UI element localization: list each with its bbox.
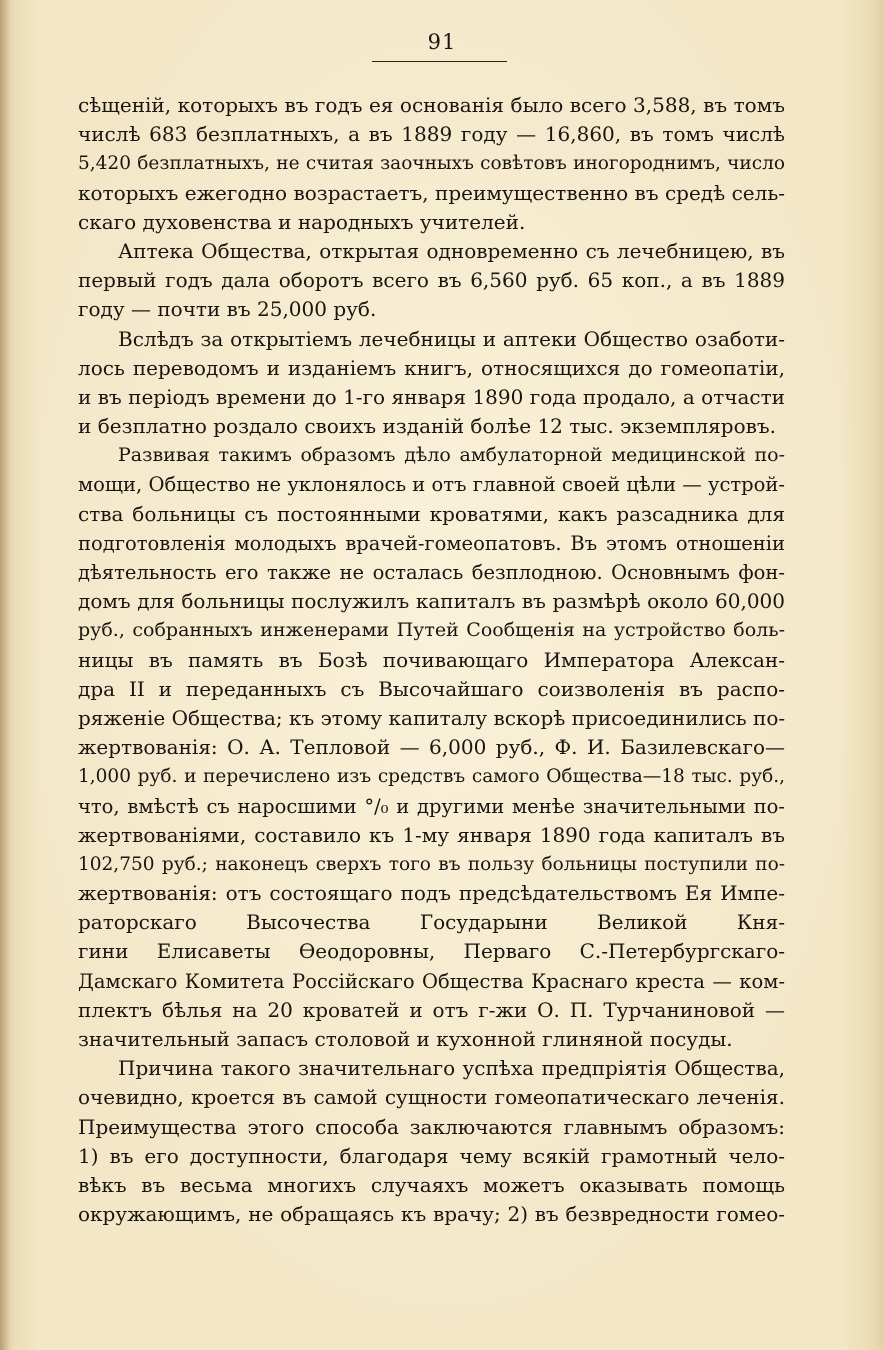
text-line: руб., собранныхъ инженерами Путей Сообщенія на устройство боль- [78,619,785,642]
text-line: Вслѣдъ за открытіемъ лечебницы и аптеки Общество озаботи- [118,326,785,351]
binding-shadow [0,0,10,1350]
text-line: плектъ бѣлья на 20 кроватей и отъ г-жи О. П. Турчаниновой — [78,997,785,1022]
text-line: лось переводомъ и изданіемъ книгъ, относящихся до гомеопатіи, [78,355,785,380]
text-line: Развивая такимъ образомъ дѣло амбулаторной медицинской по- [118,444,785,467]
text-line: жертвованіями, составило къ 1-му января 1890 года капиталъ въ [78,822,785,847]
text-line: сѣщеній, которыхъ въ годъ ея основанія было всего 3,588, въ томъ [78,93,785,117]
text-line: ряженіе Общества; къ этому капиталу вскорѣ присоединились по- [78,705,785,730]
text-line: Причина такого значительнаго успѣха предпріятія Общества, [118,1056,785,1081]
text-line: 1) въ его доступности, благодаря чему всякій грамотный чело- [78,1143,785,1168]
text-line: скаго духовенства и народныхъ учителей. [78,209,526,234]
text-line: и въ періодъ времени до 1-го января 1890 года продало, а отчасти [78,384,785,409]
header-rule [372,61,507,62]
text-line: раторскаго Высочества Государыни Великой Кня- [78,910,785,935]
text-line: что, вмѣстѣ съ наросшими °/₀ и другими менѣе значительными по- [78,794,785,818]
text-line: 102,750 руб.; наконецъ сверхъ того въ пользу больницы поступили по- [78,853,785,875]
text-line: жертвованія: О. А. Тепловой — 6,000 руб., Ф. И. Базилевскаго— [78,735,785,760]
page-number: 91 [427,30,457,54]
text-line: окружающимъ, не обращаясь къ врачу; 2) въ безвредности гомео- [78,1202,785,1227]
text-line: Аптека Общества, открытая одновременно съ лечебницею, въ [118,238,785,263]
text-line: первый годъ дала оборотъ всего въ 6,560 руб. 65 коп., а въ 1889 [78,268,785,293]
text-line: домъ для больницы послужилъ капиталъ въ размѣрѣ около 60,000 [78,589,785,614]
text-line: жертвованія: отъ состоящаго подъ предсѣдательствомъ Ея Импе- [78,881,785,906]
text-line: очевидно, кроется въ самой сущности гомеопатическаго леченія. [78,1085,785,1110]
text-line: числѣ 683 безплатныхъ, а въ 1889 году — 16,860, въ томъ числѣ [78,122,785,147]
text-line: подготовленія молодыхъ врачей-гомеопатовъ. Въ этомъ отношеніи [78,531,785,555]
body-text [78,91,785,1229]
text-line: гини Елисаветы Ѳеодоровны, Перваго С.-Петербургскаго- [78,939,785,964]
text-line: году — почти въ 25,000 руб. [78,297,377,322]
text-line: ства больницы съ постоянными кроватями, какъ разсадника для [78,501,785,526]
text-line: 5,420 безплатныхъ, не считая заочныхъ совѣтовъ иногороднимъ, число [78,153,785,175]
text-line: Дамскаго Комитета Россійскаго Общества Краснаго креста — ком- [78,969,785,993]
text-line: мощи, Общество не уклонялось и отъ главной своей цѣли — устрой- [78,473,785,497]
text-line: 1,000 руб. и перечислено изъ средствъ самого Общества—18 тыс. руб., [78,766,785,788]
text-line: ницы въ память въ Бозѣ почивающаго Императора Алексан- [78,647,785,672]
text-line: Преимущества этого способа заключаются главнымъ образомъ: [78,1114,785,1139]
text-line: дра II и переданныхъ съ Высочайшаго соизволенія въ распо- [78,676,785,701]
text-line: и безплатно роздало своихъ изданій болѣе 12 тыс. экземпляровъ. [78,414,776,439]
text-line: дѣятельность его также не осталась безплодною. Основнымъ фон- [78,561,785,584]
text-line: вѣкъ въ весьма многихъ случаяхъ можетъ оказывать помощь [78,1172,785,1197]
text-line: которыхъ ежегодно возрастаетъ, преимущественно въ средѣ сель- [78,180,785,205]
text-line: значительный запасъ столовой и кухонной глиняной посуды. [78,1027,733,1051]
